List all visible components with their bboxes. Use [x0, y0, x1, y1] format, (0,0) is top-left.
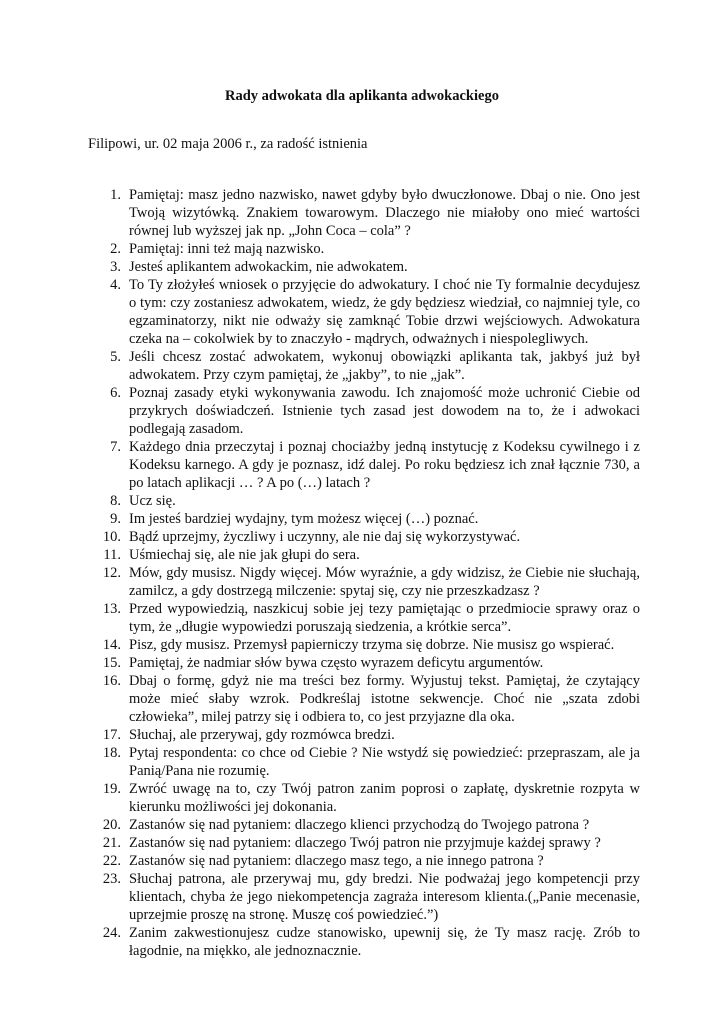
list-item	[0, 528, 640, 546]
item-text: Poznaj zasady etyki wykonywania zawodu. Ich znajomość może uchronić Ciebie od przykrych doświadczeń. Istnienie tych zasad jest dowodem na to, że i adwokaci podlegają zasadom.	[129, 385, 640, 437]
list-item	[0, 834, 640, 852]
item-number: 17.	[102, 727, 121, 743]
list-item	[0, 276, 640, 348]
item-text: Zwróć uwagę na to, czy Twój patron zanim poprosi o zapłatę, dyskretnie rozpyta w kierunku możliwości jej dokonania.	[129, 781, 640, 815]
item-number: 2.	[110, 241, 121, 257]
list-item	[0, 438, 640, 492]
item-text: Pisz, gdy musisz. Przemysł papierniczy trzyma się dobrze. Nie musisz go wspierać.	[129, 637, 615, 653]
item-text: Zastanów się nad pytaniem: dlaczego klienci przychodzą do Twojego patrona ?	[129, 817, 590, 833]
item-number: 14.	[102, 637, 121, 653]
item-text: Jeśli chcesz zostać adwokatem, wykonuj obowiązki aplikanta tak, jakbyś już był adwokatem. Przy czym pamiętaj, że „jakby”, to nie „jak”.	[129, 349, 640, 383]
list-item	[0, 186, 640, 240]
list-item	[0, 546, 640, 564]
list-item	[0, 510, 640, 528]
list-item	[0, 600, 640, 636]
list-item	[0, 654, 640, 672]
item-text: Dbaj o formę, gdyż nie ma treści bez formy. Wyjustuj tekst. Pamiętaj, że czytający może mieć słaby wzrok. Podkreślaj istotne sekwencje. Choć nie „szata zdobi człowieka”, milej patrzy się i odbiera to, co jest przyjazne dla oka.	[129, 673, 640, 725]
list-item	[0, 348, 640, 384]
list-item	[0, 924, 640, 960]
item-text: Zastanów się nad pytaniem: dlaczego masz tego, a nie innego patrona ?	[129, 853, 544, 869]
item-number: 1.	[110, 187, 121, 203]
item-number: 11.	[103, 547, 121, 563]
item-text: Każdego dnia przeczytaj i poznaj chociażby jedną instytucję z Kodeksu cywilnego i z Kodeksu karnego. A gdy je poznasz, idź dalej. Po roku będziesz ich znał łącznie 730, a po latach aplikacji … ? A po (…) latach ?	[129, 439, 640, 491]
item-number: 13.	[102, 601, 121, 617]
document-title: Rady adwokata dla aplikanta adwokackiego	[225, 88, 499, 104]
item-number: 12.	[102, 565, 121, 581]
item-number: 20.	[102, 817, 121, 833]
item-text: Uśmiechaj się, ale nie jak głupi do sera.	[129, 547, 360, 563]
item-text: Przed wypowiedzią, naszkicuj sobie jej tezy pamiętając o przedmiocie sprawy oraz o tym, że „długie wypowiedzi poruszają siedzenia, a krótkie serca”.	[129, 601, 640, 635]
item-number: 7.	[110, 439, 121, 455]
item-number: 8.	[110, 493, 121, 509]
item-number: 15.	[102, 655, 121, 671]
item-number: 9.	[110, 511, 121, 527]
item-text: Zanim zakwestionujesz cudze stanowisko, upewnij się, że Ty masz rację. Zrób to łagodnie, na miękko, ale jednoznacznie.	[129, 925, 640, 959]
list-item	[0, 672, 640, 726]
item-text: Im jesteś bardziej wydajny, tym możesz więcej (…) poznać.	[129, 511, 479, 527]
item-text: Ucz się.	[129, 493, 176, 509]
list-item	[0, 258, 640, 276]
item-number: 4.	[110, 277, 121, 293]
list-item	[0, 852, 640, 870]
item-number: 10.	[102, 529, 121, 545]
item-text: Pamiętaj: inni też mają nazwisko.	[129, 241, 325, 257]
item-text: Zastanów się nad pytaniem: dlaczego Twój patron nie przyjmuje każdej sprawy ?	[129, 835, 601, 851]
advice-list	[0, 186, 724, 960]
list-item	[0, 240, 640, 258]
item-text: Jesteś aplikantem adwokackim, nie adwokatem.	[129, 259, 408, 275]
item-number: 5.	[110, 349, 121, 365]
list-item	[0, 870, 640, 924]
item-text: To Ty złożyłeś wniosek o przyjęcie do adwokatury. I choć nie Ty formalnie decydujesz o tym: czy zostaniesz adwokatem, wiedz, że gdy będziesz wiedział, co najmniej tyle, co egzaminatorzy, nikt nie odważy się zamknąć Tobie drzwi wejściowych. Adwokatura czeka na – cokolwiek by to znaczyło - mądrych, odważnych i niespolegliwych.	[129, 277, 640, 347]
item-number: 23.	[102, 871, 121, 887]
list-item	[0, 384, 640, 438]
list-item	[0, 744, 640, 780]
item-text: Słuchaj patrona, ale przerywaj mu, gdy bredzi. Nie podważaj jego kompetencji przy klientach, chyba że jego niekompetencja zagraża interesom klienta.(„Panie mecenasie, uprzejmie proszę na stronę. Muszę coś powiedzieć.”)	[129, 871, 640, 923]
item-text: Pamiętaj: masz jedno nazwisko, nawet gdyby było dwuczłonowe. Dbaj o nie. Ono jest Twoją wizytówką. Znakiem towarowym. Dlaczego nie miałoby ono mieć wartości równej lub wyższej jak np. „John Coca – cola” ?	[129, 187, 640, 239]
item-number: 3.	[110, 259, 121, 275]
list-item	[0, 636, 640, 654]
item-number: 6.	[110, 385, 121, 401]
list-item	[0, 726, 640, 744]
list-item	[0, 780, 640, 816]
item-text: Pamiętaj, że nadmiar słów bywa często wyrazem deficytu argumentów.	[129, 655, 544, 671]
dedication-line: Filipowi, ur. 02 maja 2006 r., za radość istnienia	[88, 136, 368, 152]
item-text: Bądź uprzejmy, życzliwy i uczynny, ale nie daj się wykorzystywać.	[129, 529, 521, 545]
item-number: 18.	[102, 745, 121, 761]
item-number: 16.	[102, 673, 121, 689]
list-item	[0, 816, 640, 834]
item-text: Mów, gdy musisz. Nigdy więcej. Mów wyraźnie, a gdy widzisz, że Ciebie nie słuchają, zamilcz, a gdy dostrzegą milczenie: spytaj się, czy nie przeszkadzasz ?	[129, 565, 640, 599]
item-number: 21.	[102, 835, 121, 851]
item-text: Słuchaj, ale przerywaj, gdy rozmówca bredzi.	[129, 727, 395, 743]
item-text: Pytaj respondenta: co chce od Ciebie ? Nie wstydź się powiedzieć: przepraszam, ale ja Panią/Pana nie rozumię.	[129, 745, 640, 779]
list-item	[0, 492, 640, 510]
item-number: 22.	[102, 853, 121, 869]
list-item	[0, 564, 640, 600]
item-number: 24.	[102, 925, 121, 941]
item-number: 19.	[102, 781, 121, 797]
